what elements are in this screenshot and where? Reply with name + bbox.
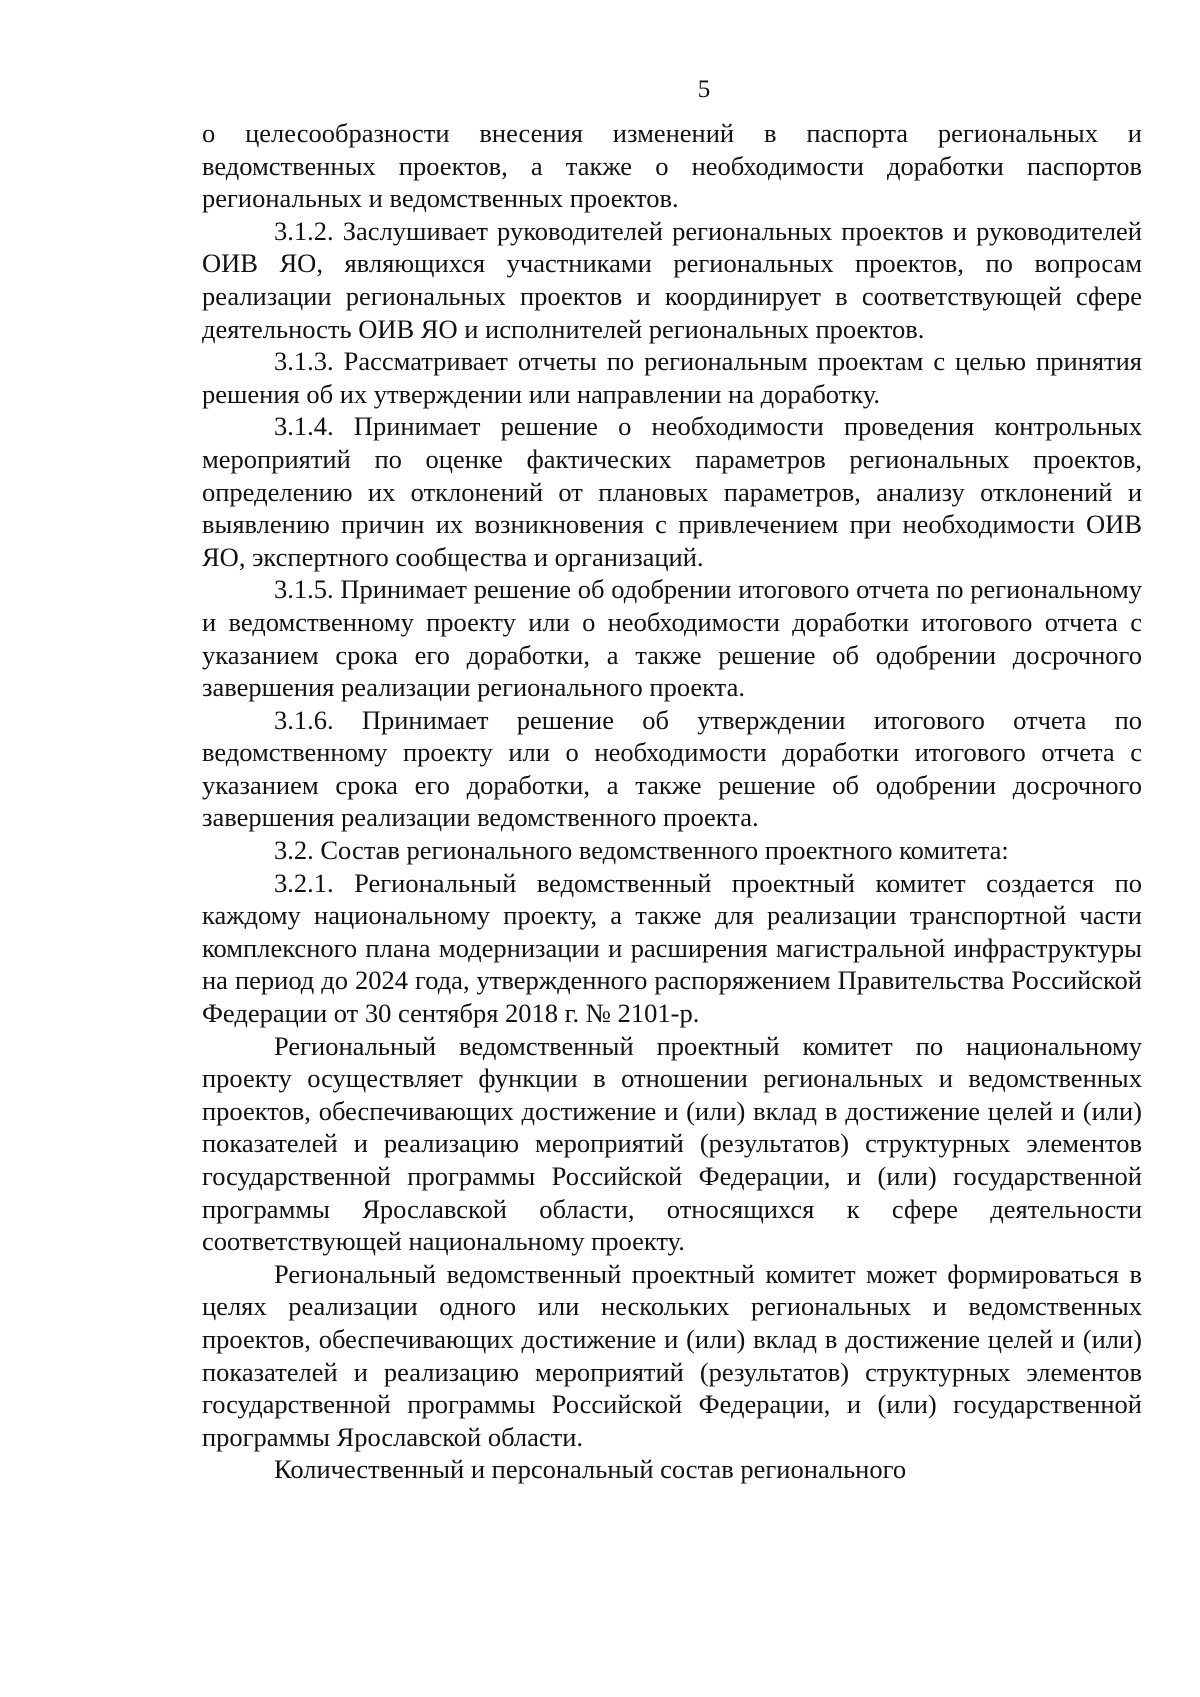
paragraph-3-1-5: 3.1.5. Принимает решение об одобрении итогового отчета по региональному и ведомственному проекту или о необходимости доработки итогового отчета с указанием срока его доработки, а также решение об одобрении досрочного завершения реализации регионального проекта.: [202, 574, 1142, 703]
paragraph-3-1-4: 3.1.4. Принимает решение о необходимости проведения контрольных мероприятий по оценке фактических параметров региональных проектов, определению их отклонений от плановых параметров, анализу отклонений и выявлению причин их возникновения с привлечением при необходимости ОИВ ЯО, экспертного сообщества и организаций.: [202, 411, 1142, 572]
paragraph-committee-composition: Количественный и персональный состав регионального: [274, 1454, 907, 1485]
paragraph-3-1-3: 3.1.3. Рассматривает отчеты по региональным проектам с целью принятия решения об их утверждении или направлении на доработку.: [202, 346, 1142, 409]
paragraph-3-1-6: 3.1.6. Принимает решение об утверждении итогового отчета по ведомственному проекту или о необходимости доработки итогового отчета с указанием срока его доработки, а также решение об одобрении досрочного завершения реализации ведомственного проекта.: [202, 704, 1142, 833]
paragraph-3-2: 3.2. Состав регионального ведомственного проектного комитета:: [274, 835, 1009, 866]
paragraph-3-1-2: 3.1.2. Заслушивает руководителей региональных проектов и руководителей ОИВ ЯО, являющихся участниками региональных проектов, по вопросам реализации региональных проектов и координирует в соответствующей сфере деятельность ОИВ ЯО и исполнителей региональных проектов.: [202, 215, 1142, 344]
paragraph-3-2-1: 3.2.1. Региональный ведомственный проектный комитет создается по каждому национальному проекту, а также для реализации транспортной части комплексного плана модернизации и расширения магистральной инфраструктуры на период до 2024 года, утвержденного распоряжением Правительства Российской Федерации от 30 сентября 2018 г. № 2101-р.: [202, 867, 1142, 1029]
paragraph-continuation: о целесообразности внесения изменений в паспорта региональных и ведомственных проектов, а также о необходимости доработки паспортов региональных и ведомственных проектов.: [202, 118, 1142, 214]
page-number: 5: [697, 76, 711, 103]
paragraph-committee-functions: Региональный ведомственный проектный комитет по национальному проекту осуществляет функции в отношении региональных и ведомственных проектов, обеспечивающих достижение и (или) вклад в достижение целей и (или) показателей и реализацию мероприятий (результатов) структурных элементов государственной программы Российской Федерации, и (или) государственной программы Ярославской области, относящихся к сфере деятельности соответствующей национальному проекту.: [202, 1030, 1142, 1257]
document-body: [202, 117, 1142, 1486]
paragraph-committee-formation: Региональный ведомственный проектный комитет может формироваться в целях реализации одного или нескольких региональных и ведомственных проектов, обеспечивающих достижение и (или) вклад в достижение целей и (или) показателей и реализацию мероприятий (результатов) структурных элементов государственной программы Российской Федерации, и (или) государственной программы Ярославской области.: [202, 1258, 1142, 1452]
